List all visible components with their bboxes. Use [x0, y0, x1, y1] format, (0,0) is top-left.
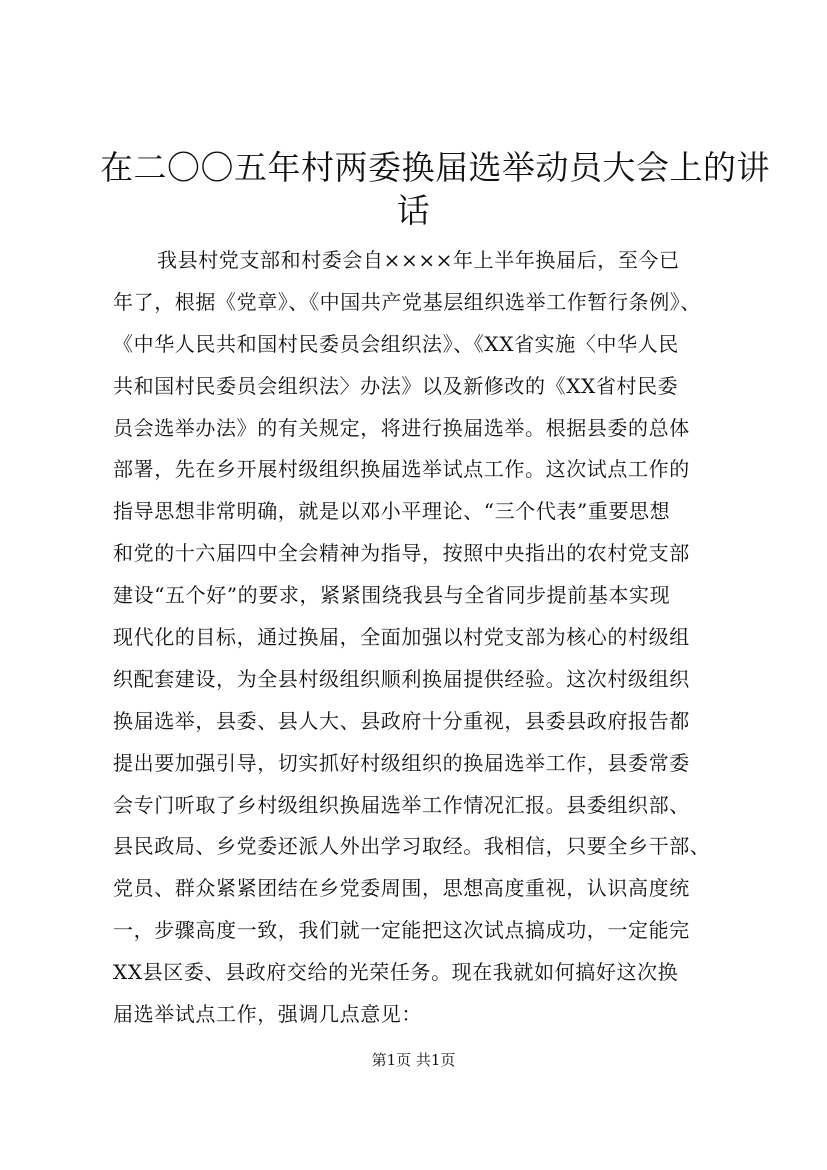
body-line: 届选举试点工作，强调几点意见：: [113, 1002, 422, 1027]
body-line: 部署，先在乡开展村级组织换届选举试点工作。这次试点工作的: [113, 457, 690, 482]
body-line: XX县区委、县政府交给的光荣任务。现在我就如何搞好这次换: [113, 960, 679, 985]
document-title: [100, 146, 770, 232]
body-line: 县民政局、乡党委还派人外出学习取经。我相信，只要全乡干部、: [113, 834, 711, 859]
page-footer: 第1页 共1页: [371, 1051, 456, 1069]
body-line: 建设“五个好”的要求，紧紧围绕我县与全省同步提前基本实现: [113, 583, 671, 608]
title-line: 在二〇〇五年村两委换届选举动员大会上的讲: [100, 148, 770, 187]
body-line: 织配套建设，为全县村级组织顺利换届提供经验。这次村级组织: [113, 666, 690, 691]
body-line: 一，步骤高度一致，我们就一定能把这次试点搞成功，一定能完: [113, 918, 690, 943]
body-line: 指导思想非常明确，就是以邓小平理论、“三个代表”重要思想: [113, 499, 671, 524]
body-line: 我县村党支部和村委会自××××年上半年换届后，至今已: [157, 248, 680, 272]
title-line: 话: [396, 191, 431, 230]
body-line: 共和国村民委员会组织法〉办法》以及新修改的《XX省村民委: [113, 373, 679, 398]
body-line: 和党的十六届四中全会精神为指导，按照中央指出的农村党支部: [113, 541, 690, 566]
body-line: 《中华人民共和国村民委员会组织法》、《XX省实施〈中华人民: [113, 331, 679, 356]
body-line: 年了，根据《党章》、《中国共产党基层组织选举工作暂行条例》、: [113, 289, 701, 314]
body-line: 现代化的目标，通过换届，全面加强以村党支部为核心的村级组: [113, 625, 690, 650]
body-line: 换届选举，县委、县人大、县政府十分重视，县委县政府报告都: [113, 708, 690, 733]
body-line: 党员、群众紧紧团结在乡党委周围，思想高度重视，认识高度统: [113, 876, 690, 901]
body-line: 会专门听取了乡村级组织换届选举工作情况汇报。县委组织部、: [113, 792, 690, 817]
body-line: 提出要加强引导，切实抓好村级组织的换届选举工作，县委常委: [113, 750, 690, 775]
body-line: 员会选举办法》的有关规定，将进行换届选举。根据县委的总体: [113, 415, 690, 440]
document-body: [113, 240, 723, 1036]
